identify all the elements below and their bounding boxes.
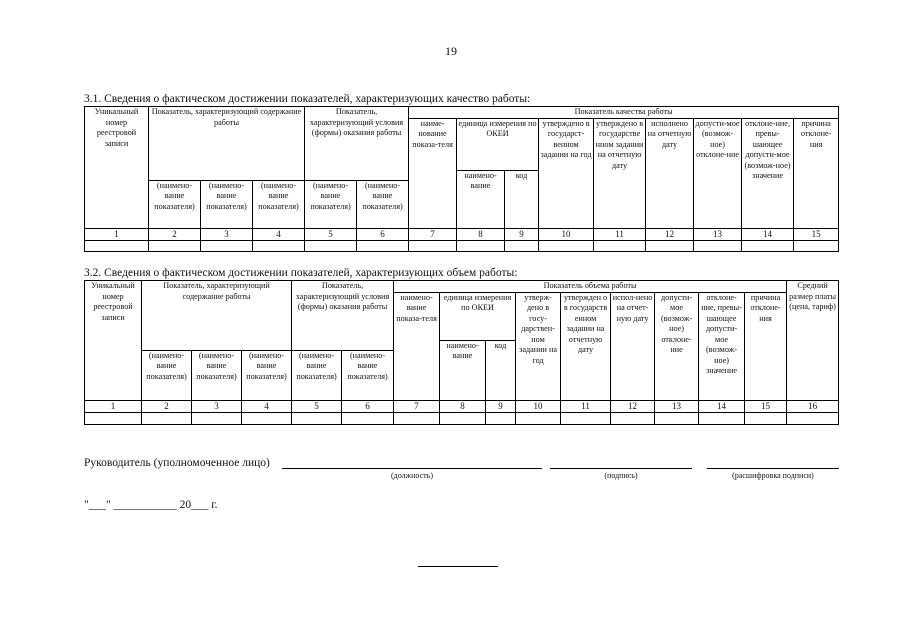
colnum-10: 10 [539,228,594,240]
position-line [282,468,542,469]
colnum-15: 15 [794,228,839,240]
colnum-14: 14 [742,228,794,240]
hdr-unit: единица измерения по ОКЕИ [457,118,539,170]
decoding-line [707,468,839,469]
quality-table [84,106,839,252]
sub-content-3: (наимено-вание показателя) [253,180,305,228]
table-row [85,240,839,251]
decoding-caption: (расшифровка подписи) [732,471,814,480]
hdr2-approved-task: утверж-дено в госу-дарствен-ном задании на год [516,292,561,400]
colnum2-3: 3 [192,400,242,412]
section1-title: 3.1. Сведения о фактическом достижении показателей, характеризующих качество работы: [84,93,531,105]
colnum-8: 8 [457,228,505,240]
hdr2-approved-date: утвержден о в государств енном задании на отчетную дату [561,292,611,400]
colnum-1: 1 [85,228,149,240]
hdr-conditions: Показатель, характеризующий условия (формы) оказания работы [305,107,409,181]
colnum-6: 6 [357,228,409,240]
colnum-3: 3 [201,228,253,240]
hdr-approved-task: утверждено в государст-венном задании на год [539,118,594,228]
hdr-done: исполнено на отчетную дату [646,118,694,228]
colnum-5: 5 [305,228,357,240]
hdr2-exceed: отклоне-ние, превы-шающее допусти-мое (возмож-ное) значение [699,292,745,400]
sub2-condition-2: (наимено-вание показателя) [342,350,394,400]
hdr-name: наиме-нование показа-теля [409,118,457,228]
colnum-11: 11 [594,228,646,240]
sub2-content-1: (наимено-вание показателя) [142,350,192,400]
hdr2-allowed: допусти-мое (возмож-ное) отклоне-ние [655,292,699,400]
colnum2-6: 6 [342,400,394,412]
colnum2-14: 14 [699,400,745,412]
colnum-7: 7 [409,228,457,240]
colnum2-1: 1 [85,400,142,412]
date-line: "___" ___________ 20___ г. [84,499,218,511]
colnum2-10: 10 [516,400,561,412]
hdr2-conditions: Показатель, характеризующий условия (формы) оказания работы [292,281,394,351]
colnum2-15: 15 [745,400,787,412]
colnum2-9: 9 [486,400,516,412]
sub2-condition-1: (наимено-вание показателя) [292,350,342,400]
hdr2-done: испол-нено на отчет-ную дату [611,292,655,400]
hdr2-reason: причина отклоне-ния [745,292,787,400]
signature-label: Руководитель (уполномоченное лицо) [84,457,270,469]
position-caption: (должность) [391,471,433,480]
hdr2-unique: Уникальный номер реестровой записи [85,281,142,401]
section2-title: 3.2. Сведения о фактическом достижении показателей, характеризующих объем работы: [84,267,518,279]
sub2-content-3: (наимено-вание показателя) [242,350,292,400]
sub-content-2: (наимено-вание показателя) [201,180,253,228]
colnum2-11: 11 [561,400,611,412]
colnum2-2: 2 [142,400,192,412]
hdr2-unit: единица измерения по ОКЕИ [440,292,516,340]
colnum2-7: 7 [394,400,440,412]
hdr-allowed: допусти-мое (возмож-ное) отклоне-ние [694,118,742,228]
sub2-content-2: (наимено-вание показателя) [192,350,242,400]
sub-condition-2: (наимено-вание показателя) [357,180,409,228]
hdr-unit-code: код [505,170,539,228]
sub-condition-1: (наимено-вание показателя) [305,180,357,228]
colnum-13: 13 [694,228,742,240]
hdr-approved-date: утверждено в государстве нном задании на отчетную дату [594,118,646,228]
colnum2-4: 4 [242,400,292,412]
hdr2-unit-code: код [486,340,516,400]
colnum-9: 9 [505,228,539,240]
colnum-2: 2 [149,228,201,240]
hdr2-name: наимено-вание показа-теля [394,292,440,400]
hdr2-content: Показатель, характеризующий содержание работы [142,281,292,351]
colnum2-5: 5 [292,400,342,412]
hdr-indicator: Показатель качества работы [409,107,839,119]
hdr2-unit-name: наимено-вание [440,340,486,400]
hdr-unit-name: наимено-вание [457,170,505,228]
hdr-unique: Уникальный номер реестровой записи [85,107,149,229]
colnum2-16: 16 [787,400,839,412]
colnum2-13: 13 [655,400,699,412]
hdr2-avg: Средний размер платы (цена, тариф) [787,281,839,401]
sub-content-1: (наимено-вание показателя) [149,180,201,228]
table-row [85,412,839,424]
footnote-separator [418,566,498,567]
colnum-12: 12 [646,228,694,240]
hdr2-indicator: Показатель объема работы [394,281,787,293]
signature-line [550,468,692,469]
colnum-4: 4 [253,228,305,240]
hdr-exceed: отклоне-ние, превы-шающее допусти-мое (возмож-ное) значение [742,118,794,228]
volume-table [84,280,839,425]
signature-caption: (подпись) [604,471,638,480]
colnum2-12: 12 [611,400,655,412]
colnum2-8: 8 [440,400,486,412]
hdr-content: Показатель, характеризующий содержание работы [149,107,305,181]
page-number: 19 [445,44,457,58]
hdr-reason: причина отклоне-ния [794,118,839,228]
